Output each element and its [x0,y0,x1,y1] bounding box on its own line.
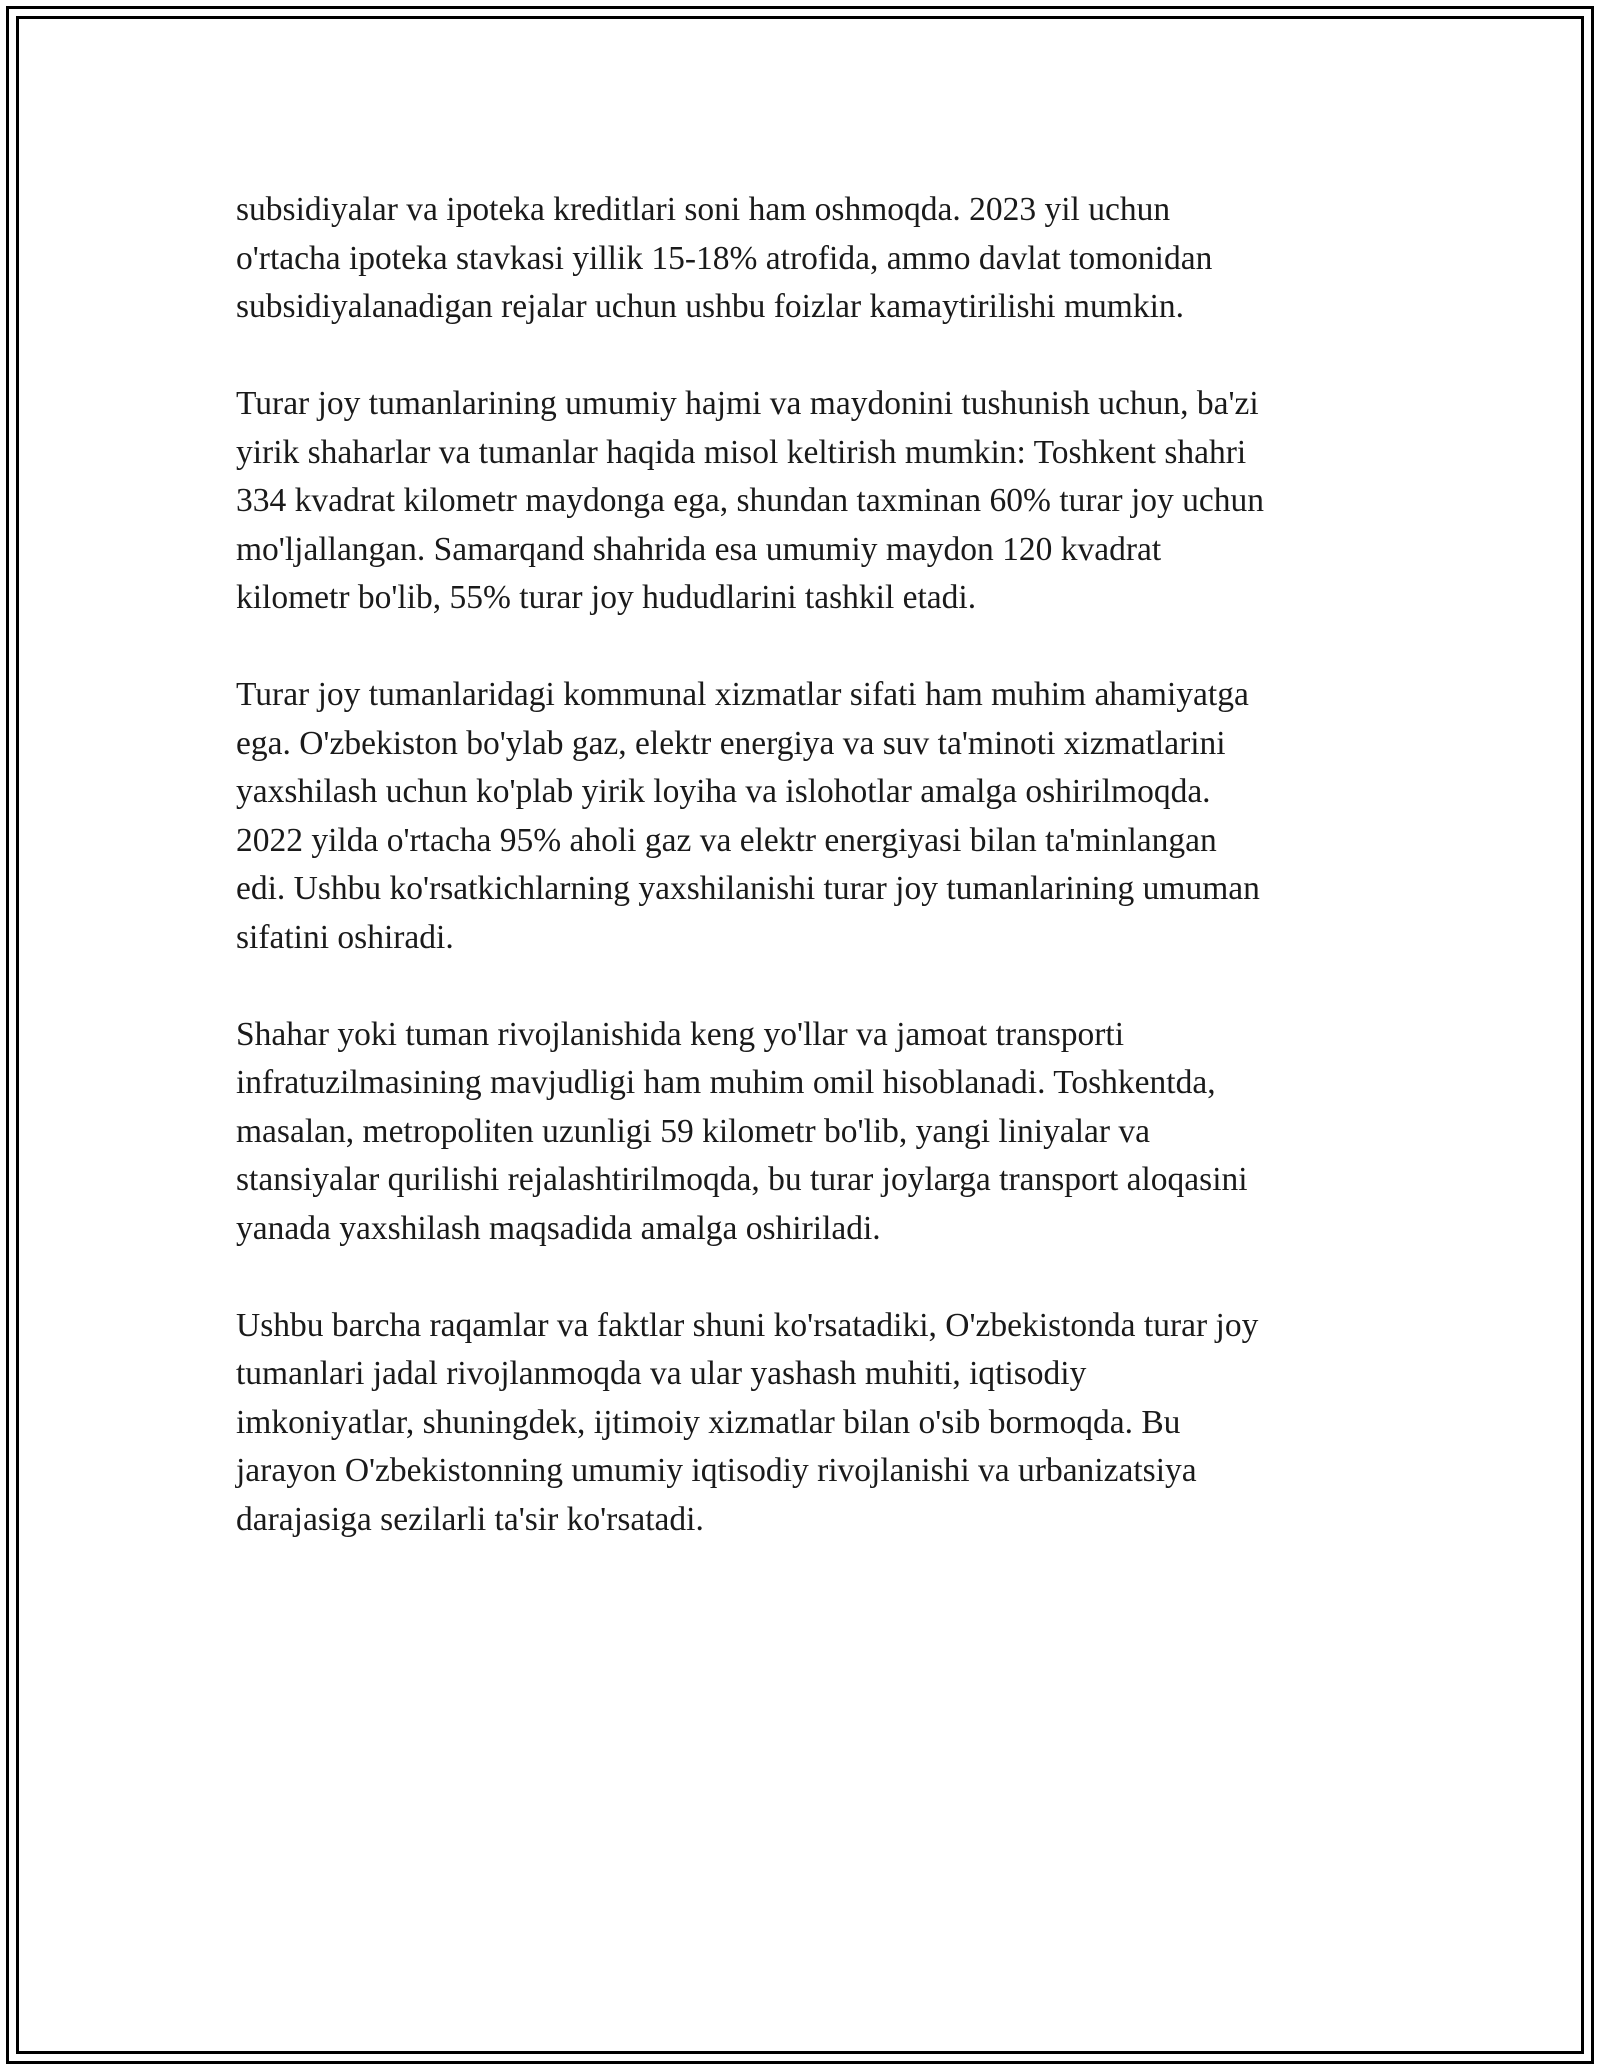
text-line: ega. O'zbekiston bo'ylab gaz, elektr energiya va suv ta'minoti xizmatlarini [236,724,1226,762]
text-line: sifatini oshiradi. [236,918,454,956]
text-line: subsidiyalanadigan rejalar uchun ushbu foizlar kamaytirilishi mumkin. [236,288,1185,325]
text-line: mo'ljallangan. Samarqand shahrida esa umumiy maydon 120 kvadrat [236,530,1162,568]
text-line: yirik shaharlar va tumanlar haqida misol keltirish mumkin: Toshkent shahri [236,433,1247,471]
text-line: yaxshilash uchun ko'plab yirik loyiha va islohotlar amalga oshirilmoqda. [236,773,1211,810]
paragraph-2 [236,380,1376,623]
paragraph-3 [236,671,1376,962]
text-line: Turar joy tumanlaridagi kommunal xizmatlar sifati ham muhim ahamiyatga [236,676,1249,713]
document-body [236,186,1376,1593]
text-line: masalan, metropoliten uzunligi 59 kilometr bo'lib, yangi liniyalar va [236,1112,1151,1150]
text-line: 334 kvadrat kilometr maydonga ega, shundan taxminan 60% turar joy uchun [236,482,1264,519]
text-line: tumanlari jadal rivojlanmoqda va ular yashash muhiti, iqtisodiy [236,1355,1087,1392]
text-line: 2022 yilda o'rtacha 95% aholi gaz va elektr energiyasi bilan ta'minlangan [236,821,1217,859]
text-line: edi. Ushbu ko'rsatkichlarning yaxshilanishi turar joy tumanlarining umuman [236,870,1260,907]
paragraph-1 [236,186,1376,332]
text-line: kilometr bo'lib, 55% turar joy hududlarini tashkil etadi. [236,579,977,616]
text-line: jarayon O'zbekistonning umumiy iqtisodiy rivojlanishi va urbanizatsiya [236,1452,1197,1489]
text-line: infratuzilmasining mavjudligi ham muhim omil hisoblanadi. Toshkentda, [236,1064,1216,1101]
text-line: subsidiyalar va ipoteka kreditlari soni ham oshmoqda. 2023 yil uchun [236,191,1171,228]
text-line: darajasiga sezilarli ta'sir ko'rsatadi. [236,1500,704,1538]
text-line: imkoniyatlar, shuningdek, ijtimoiy xizmatlar bilan o'sib bormoqda. Bu [236,1403,1181,1441]
text-line: o'rtacha ipoteka stavkasi yillik 15-18% atrofida, ammo davlat tomonidan [236,239,1213,277]
text-line: Shahar yoki tuman rivojlanishida keng yo'llar va jamoat transporti [236,1015,1124,1053]
paragraph-5 [236,1302,1376,1545]
text-line: Turar joy tumanlarining umumiy hajmi va maydonini tushunish uchun, ba'zi [236,385,1259,422]
text-line: yanada yaxshilash maqsadida amalga oshiriladi. [236,1209,881,1247]
text-line: stansiyalar qurilishi rejalashtirilmoqda, bu turar joylarga transport aloqasini [236,1161,1248,1198]
paragraph-4 [236,1011,1376,1254]
text-line: Ushbu barcha raqamlar va faktlar shuni ko'rsatadiki, O'zbekistonda turar joy [236,1306,1259,1344]
